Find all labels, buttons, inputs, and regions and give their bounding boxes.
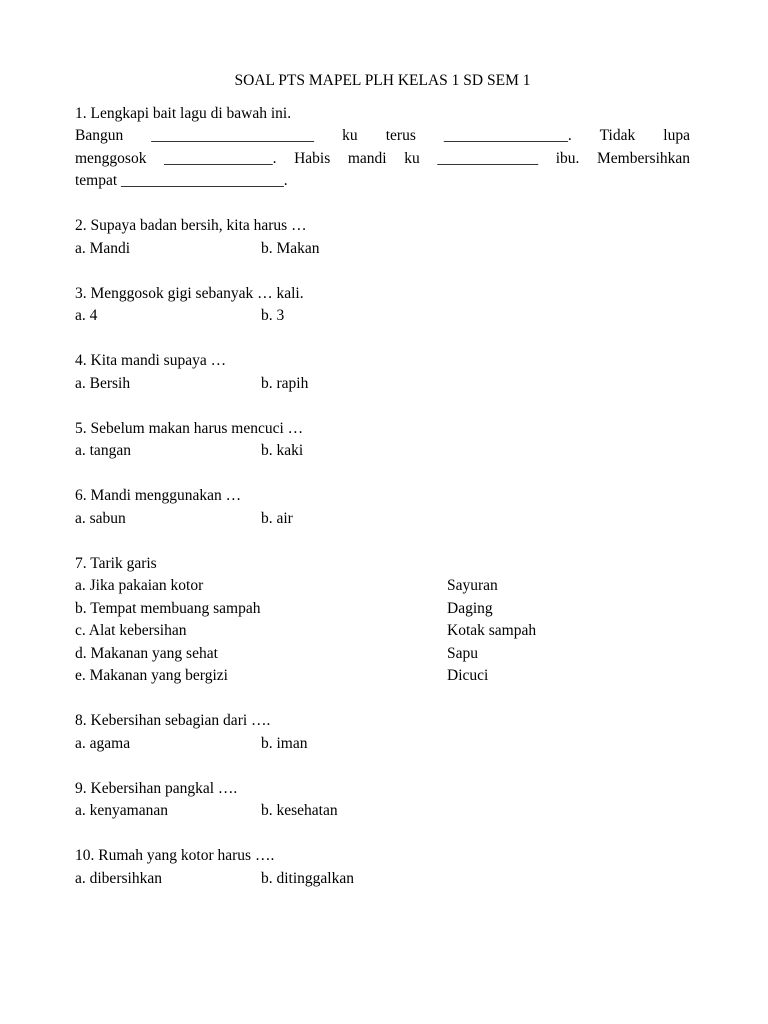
option-a: a. kenyamanan [75,802,168,819]
question-options [75,373,690,396]
option-a: a. dibersihkan [75,869,162,887]
matching-row [75,643,690,666]
question-options [75,305,690,328]
question-9 [75,778,690,823]
question-options [75,508,690,531]
matching-left-item: b. Tempat membuang sampah [75,599,261,617]
option-b: b. air [261,509,293,527]
option-b: b. Makan [261,239,320,257]
question-options [75,733,690,756]
question-prompt: 6. Mandi menggunakan … [75,487,242,504]
matching-row [75,575,690,598]
option-b: b. kesehatan [261,802,338,819]
option-b: b. kaki [261,442,304,459]
question-prompt: 10. Rumah yang kotor harus …. [75,847,275,864]
option-a: a. agama [75,734,131,752]
question-prompt: 9. Kebersihan pangkal …. [75,779,238,797]
question-2 [75,215,690,260]
question-options [75,868,690,891]
matching-right-item: Dicuci [447,667,489,684]
matching-left-item: c. Alat kebersihan [75,622,187,639]
question-4 [75,350,690,395]
question-10 [75,845,690,890]
question-7-prompt: 7. Tarik garis [75,554,157,572]
matching-left-item: e. Makanan yang bergizi [75,667,228,684]
matching-right-item: Sayuran [447,577,498,594]
matching-right-item: Kotak sampah [447,622,537,639]
question-5 [75,418,690,463]
question-options [75,800,690,823]
option-b: b. iman [261,734,308,752]
worksheet-page [75,70,690,913]
matching-right-item: Daging [447,599,493,617]
matching-row [75,665,690,688]
option-b: b. ditinggalkan [261,869,354,887]
page-title: SOAL PTS MAPEL PLH KELAS 1 SD SEM 1 [234,72,531,89]
option-a: a. Mandi [75,239,131,257]
question-prompt: 4. Kita mandi supaya … [75,352,227,369]
question-1-line-1: Bangun _____________________ ku terus ________________. Tidak lupa [75,127,690,144]
question-1 [75,103,690,193]
question-prompt: 8. Kebersihan sebagian dari …. [75,712,271,729]
option-b: b. 3 [261,307,285,324]
option-a: a. tangan [75,442,131,459]
question-options [75,440,690,463]
matching-right-item: Sapu [447,644,478,662]
question-1-line-2: menggosok ______________. Habis mandi ku _____________ ibu. Membersihkan [75,149,690,167]
question-3 [75,283,690,328]
question-prompt: 3. Menggosok gigi sebanyak … kali. [75,284,304,302]
question-options [75,238,690,261]
question-1-prompt: 1. Lengkapi bait lagu di bawah ini. [75,104,292,122]
option-a: a. sabun [75,509,126,527]
matching-row [75,598,690,621]
option-a: a. Bersih [75,374,131,392]
matching-left-item: d. Makanan yang sehat [75,644,218,662]
question-prompt: 5. Sebelum makan harus mencuci … [75,419,304,437]
matching-left-item: a. Jika pakaian kotor [75,577,204,594]
question-prompt: 2. Supaya badan bersih, kita harus … [75,217,307,234]
matching-row [75,620,690,643]
question-6 [75,485,690,530]
question-8 [75,710,690,755]
question-1-line-3: tempat _____________________. [75,172,288,189]
option-b: b. rapih [261,374,309,392]
option-a: a. 4 [75,307,98,324]
question-7 [75,553,690,688]
